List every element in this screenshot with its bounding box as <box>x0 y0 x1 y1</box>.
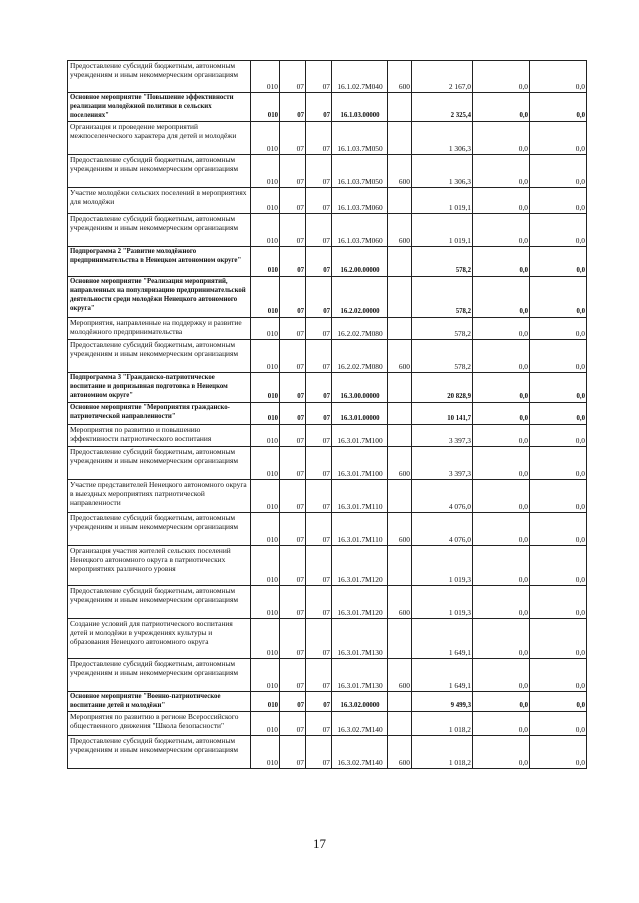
cell-grbs: 010 <box>251 61 280 93</box>
cell-pr: 07 <box>306 122 332 155</box>
cell-s3: 0,0 <box>530 214 587 247</box>
table-row <box>68 447 587 480</box>
table-row <box>68 318 587 340</box>
cell-rz: 07 <box>280 155 306 188</box>
cell-name: Предоставление субсидий бюджетным, автономным учреждениям и иным некоммерческим организациям <box>68 659 251 692</box>
cell-name: Организация и проведение мероприятий межпоселенческого характера для детей и молодёжи <box>68 122 251 155</box>
cell-vr <box>388 425 412 447</box>
cell-name: Участие представителей Ненецкого автономного округа в выездных мероприятиях патриотической направленности <box>68 480 251 513</box>
page-number: 17 <box>313 836 326 851</box>
table-row <box>68 586 587 619</box>
cell-pr: 07 <box>306 373 332 403</box>
cell-s3: 0,0 <box>530 736 587 769</box>
cell-s3: 0,0 <box>530 659 587 692</box>
table-row <box>68 214 587 247</box>
cell-s1: 1 018,2 <box>412 712 473 736</box>
cell-grbs: 010 <box>251 736 280 769</box>
cell-vr <box>388 318 412 340</box>
cell-s2: 0,0 <box>473 692 530 712</box>
cell-s2: 0,0 <box>473 403 530 425</box>
cell-s1: 578,2 <box>412 277 473 318</box>
cell-pr: 07 <box>306 586 332 619</box>
cell-name: Участие молодёжи сельских поселений в мероприятиях для молодёжи <box>68 188 251 214</box>
table-row <box>68 340 587 373</box>
cell-rz: 07 <box>280 712 306 736</box>
cell-vr: 600 <box>388 513 412 546</box>
cell-vr: 600 <box>388 61 412 93</box>
table-row <box>68 480 587 513</box>
cell-name: Предоставление субсидий бюджетным, автономным учреждениям и иным некоммерческим организациям <box>68 513 251 546</box>
cell-name: Предоставление субсидий бюджетным, автономным учреждениям и иным некоммерческим организациям <box>68 155 251 188</box>
cell-s3: 0,0 <box>530 318 587 340</box>
cell-s3: 0,0 <box>530 619 587 659</box>
cell-grbs: 010 <box>251 155 280 188</box>
table-row <box>68 692 587 712</box>
cell-vr <box>388 712 412 736</box>
cell-s3: 0,0 <box>530 277 587 318</box>
cell-name: Подпрограмма 2 "Развитие молодёжного предпринимательства в Ненецком автономном округе" <box>68 247 251 277</box>
cell-s1: 1 649,1 <box>412 619 473 659</box>
cell-pr: 07 <box>306 513 332 546</box>
cell-name: Подпрограмма 3 "Гражданско-патриотическое воспитание и допризывная подготовка в Ненецком автономном округе" <box>68 373 251 403</box>
cell-csr: 16.3.01.7М100 <box>332 425 388 447</box>
cell-csr: 16.3.01.7М120 <box>332 546 388 586</box>
table-row <box>68 277 587 318</box>
cell-name: Предоставление субсидий бюджетным, автономным учреждениям и иным некоммерческим организациям <box>68 447 251 480</box>
cell-csr: 16.1.03.7М050 <box>332 122 388 155</box>
cell-s2: 0,0 <box>473 188 530 214</box>
cell-grbs: 010 <box>251 586 280 619</box>
cell-csr: 16.3.00.00000 <box>332 373 388 403</box>
cell-s2: 0,0 <box>473 480 530 513</box>
cell-name: Мероприятия по развитию в регионе Всероссийского общественного движения "Школа безопасности" <box>68 712 251 736</box>
cell-name: Мероприятия, направленные на поддержку и развитие молодёжного предпринимательства <box>68 318 251 340</box>
cell-s3: 0,0 <box>530 712 587 736</box>
budget-table <box>67 60 587 769</box>
cell-rz: 07 <box>280 61 306 93</box>
cell-s3: 0,0 <box>530 480 587 513</box>
cell-vr <box>388 93 412 122</box>
cell-rz: 07 <box>280 736 306 769</box>
cell-csr: 16.3.01.7М120 <box>332 586 388 619</box>
cell-s1: 10 141,7 <box>412 403 473 425</box>
table-row <box>68 373 587 403</box>
cell-pr: 07 <box>306 480 332 513</box>
cell-vr <box>388 619 412 659</box>
cell-grbs: 010 <box>251 546 280 586</box>
cell-grbs: 010 <box>251 188 280 214</box>
cell-pr: 07 <box>306 619 332 659</box>
cell-grbs: 010 <box>251 659 280 692</box>
cell-csr: 16.3.01.7М130 <box>332 619 388 659</box>
cell-rz: 07 <box>280 373 306 403</box>
cell-s3: 0,0 <box>530 188 587 214</box>
cell-grbs: 010 <box>251 214 280 247</box>
cell-grbs: 010 <box>251 712 280 736</box>
cell-s1: 1 649,1 <box>412 659 473 692</box>
cell-grbs: 010 <box>251 340 280 373</box>
cell-pr: 07 <box>306 447 332 480</box>
cell-s2: 0,0 <box>473 586 530 619</box>
cell-csr: 16.1.02.7М040 <box>332 61 388 93</box>
cell-rz: 07 <box>280 403 306 425</box>
cell-s2: 0,0 <box>473 447 530 480</box>
cell-name: Основное мероприятие "Повышение эффективности реализации молодёжной политики в сельских поселениях" <box>68 93 251 122</box>
cell-vr <box>388 480 412 513</box>
cell-pr: 07 <box>306 692 332 712</box>
cell-vr: 600 <box>388 736 412 769</box>
cell-s1: 2 167,0 <box>412 61 473 93</box>
cell-csr: 16.1.03.7М060 <box>332 214 388 247</box>
table-row <box>68 93 587 122</box>
cell-pr: 07 <box>306 403 332 425</box>
table-row <box>68 425 587 447</box>
cell-vr <box>388 122 412 155</box>
cell-rz: 07 <box>280 318 306 340</box>
cell-s1: 1 019,1 <box>412 188 473 214</box>
cell-pr: 07 <box>306 546 332 586</box>
cell-s2: 0,0 <box>473 277 530 318</box>
cell-grbs: 010 <box>251 692 280 712</box>
cell-pr: 07 <box>306 277 332 318</box>
cell-pr: 07 <box>306 425 332 447</box>
cell-rz: 07 <box>280 122 306 155</box>
cell-grbs: 010 <box>251 403 280 425</box>
cell-pr: 07 <box>306 188 332 214</box>
cell-s2: 0,0 <box>473 247 530 277</box>
cell-rz: 07 <box>280 340 306 373</box>
cell-s1: 4 076,0 <box>412 513 473 546</box>
cell-s1: 1 018,2 <box>412 736 473 769</box>
cell-name: Создание условий для патриотического воспитания детей и молодёжи в учреждениях культуры и образования Ненецкого автономного округа <box>68 619 251 659</box>
cell-rz: 07 <box>280 659 306 692</box>
cell-rz: 07 <box>280 188 306 214</box>
cell-csr: 16.3.02.7М140 <box>332 736 388 769</box>
table-row <box>68 659 587 692</box>
cell-name: Предоставление субсидий бюджетным, автономным учреждениям и иным некоммерческим организациям <box>68 736 251 769</box>
cell-s1: 4 076,0 <box>412 480 473 513</box>
cell-s3: 0,0 <box>530 122 587 155</box>
cell-pr: 07 <box>306 736 332 769</box>
table-row <box>68 247 587 277</box>
cell-csr: 16.2.02.00000 <box>332 277 388 318</box>
cell-grbs: 010 <box>251 93 280 122</box>
cell-s2: 0,0 <box>473 214 530 247</box>
cell-s2: 0,0 <box>473 61 530 93</box>
cell-s2: 0,0 <box>473 659 530 692</box>
cell-csr: 16.1.03.00000 <box>332 93 388 122</box>
cell-csr: 16.1.03.7М060 <box>332 188 388 214</box>
cell-name: Мероприятия по развитию и повышению эффективности патриотического воспитания <box>68 425 251 447</box>
cell-csr: 16.2.00.00000 <box>332 247 388 277</box>
cell-csr: 16.1.03.7М050 <box>332 155 388 188</box>
cell-s1: 1 019,1 <box>412 214 473 247</box>
cell-vr: 600 <box>388 214 412 247</box>
cell-csr: 16.3.02.7М140 <box>332 712 388 736</box>
cell-name: Организация участия жителей сельских поселений Ненецкого автономного округа в патриотических мероприятиях различного уровня <box>68 546 251 586</box>
cell-rz: 07 <box>280 692 306 712</box>
cell-vr <box>388 247 412 277</box>
table-row <box>68 619 587 659</box>
table-row <box>68 188 587 214</box>
cell-s2: 0,0 <box>473 373 530 403</box>
cell-pr: 07 <box>306 93 332 122</box>
cell-vr <box>388 692 412 712</box>
cell-vr <box>388 546 412 586</box>
cell-s3: 0,0 <box>530 373 587 403</box>
cell-pr: 07 <box>306 155 332 188</box>
cell-rz: 07 <box>280 447 306 480</box>
cell-s1: 1 019,3 <box>412 586 473 619</box>
cell-rz: 07 <box>280 619 306 659</box>
cell-pr: 07 <box>306 61 332 93</box>
cell-rz: 07 <box>280 214 306 247</box>
cell-s2: 0,0 <box>473 318 530 340</box>
cell-s3: 0,0 <box>530 692 587 712</box>
cell-s3: 0,0 <box>530 340 587 373</box>
cell-grbs: 010 <box>251 447 280 480</box>
cell-vr: 600 <box>388 447 412 480</box>
cell-s1: 578,2 <box>412 318 473 340</box>
cell-vr: 600 <box>388 586 412 619</box>
cell-csr: 16.3.01.7М100 <box>332 447 388 480</box>
cell-grbs: 010 <box>251 373 280 403</box>
cell-s3: 0,0 <box>530 447 587 480</box>
cell-csr: 16.3.01.7М130 <box>332 659 388 692</box>
cell-rz: 07 <box>280 425 306 447</box>
cell-s3: 0,0 <box>530 513 587 546</box>
cell-name: Предоставление субсидий бюджетным, автономным учреждениям и иным некоммерческим организациям <box>68 61 251 93</box>
cell-rz: 07 <box>280 546 306 586</box>
cell-csr: 16.2.02.7М080 <box>332 318 388 340</box>
cell-csr: 16.3.01.00000 <box>332 403 388 425</box>
cell-grbs: 010 <box>251 619 280 659</box>
cell-vr <box>388 188 412 214</box>
cell-rz: 07 <box>280 513 306 546</box>
cell-rz: 07 <box>280 277 306 318</box>
cell-vr <box>388 277 412 318</box>
cell-s1: 3 397,3 <box>412 425 473 447</box>
cell-pr: 07 <box>306 318 332 340</box>
cell-pr: 07 <box>306 214 332 247</box>
cell-vr: 600 <box>388 340 412 373</box>
table-row <box>68 61 587 93</box>
cell-s1: 2 325,4 <box>412 93 473 122</box>
cell-s2: 0,0 <box>473 93 530 122</box>
cell-rz: 07 <box>280 93 306 122</box>
cell-s3: 0,0 <box>530 155 587 188</box>
cell-grbs: 010 <box>251 277 280 318</box>
cell-csr: 16.3.01.7М110 <box>332 513 388 546</box>
cell-s1: 578,2 <box>412 340 473 373</box>
cell-pr: 07 <box>306 659 332 692</box>
cell-s2: 0,0 <box>473 546 530 586</box>
cell-csr: 16.2.02.7М080 <box>332 340 388 373</box>
cell-s2: 0,0 <box>473 155 530 188</box>
cell-s2: 0,0 <box>473 736 530 769</box>
cell-s2: 0,0 <box>473 425 530 447</box>
cell-s3: 0,0 <box>530 61 587 93</box>
cell-rz: 07 <box>280 247 306 277</box>
cell-s3: 0,0 <box>530 586 587 619</box>
cell-rz: 07 <box>280 586 306 619</box>
cell-csr: 16.3.02.00000 <box>332 692 388 712</box>
table-row <box>68 403 587 425</box>
table-row <box>68 712 587 736</box>
cell-s2: 0,0 <box>473 340 530 373</box>
cell-vr <box>388 373 412 403</box>
cell-s1: 3 397,3 <box>412 447 473 480</box>
cell-s2: 0,0 <box>473 619 530 659</box>
cell-grbs: 010 <box>251 122 280 155</box>
cell-s1: 1 306,3 <box>412 155 473 188</box>
table-row <box>68 513 587 546</box>
cell-s1: 578,2 <box>412 247 473 277</box>
cell-grbs: 010 <box>251 318 280 340</box>
cell-grbs: 010 <box>251 513 280 546</box>
cell-s2: 0,0 <box>473 513 530 546</box>
cell-csr: 16.3.01.7М110 <box>332 480 388 513</box>
cell-name: Предоставление субсидий бюджетным, автономным учреждениям и иным некоммерческим организациям <box>68 586 251 619</box>
cell-vr: 600 <box>388 155 412 188</box>
cell-s1: 1 306,3 <box>412 122 473 155</box>
table-row <box>68 155 587 188</box>
table-row <box>68 122 587 155</box>
cell-pr: 07 <box>306 247 332 277</box>
cell-rz: 07 <box>280 480 306 513</box>
cell-vr <box>388 403 412 425</box>
cell-s1: 1 019,3 <box>412 546 473 586</box>
cell-s3: 0,0 <box>530 546 587 586</box>
cell-s3: 0,0 <box>530 247 587 277</box>
cell-grbs: 010 <box>251 480 280 513</box>
cell-name: Предоставление субсидий бюджетным, автономным учреждениям и иным некоммерческим организациям <box>68 340 251 373</box>
cell-grbs: 010 <box>251 425 280 447</box>
cell-name: Предоставление субсидий бюджетным, автономным учреждениям и иным некоммерческим организациям <box>68 214 251 247</box>
cell-s1: 9 499,3 <box>412 692 473 712</box>
cell-s3: 0,0 <box>530 403 587 425</box>
cell-s3: 0,0 <box>530 425 587 447</box>
cell-name: Основное мероприятие "Военно-патриотическое воспитание детей и молодёжи" <box>68 692 251 712</box>
cell-s2: 0,0 <box>473 712 530 736</box>
cell-s2: 0,0 <box>473 122 530 155</box>
cell-grbs: 010 <box>251 247 280 277</box>
cell-vr: 600 <box>388 659 412 692</box>
cell-s3: 0,0 <box>530 93 587 122</box>
cell-name: Основное мероприятие "Реализация мероприятий, направленных на популяризацию предпринимательской деятельности среди молодёжи Ненецкого автономного округа" <box>68 277 251 318</box>
table-row <box>68 546 587 586</box>
cell-name: Основное мероприятие "Мероприятия гражданско-патриотической направленности" <box>68 403 251 425</box>
table-row <box>68 736 587 769</box>
cell-s1: 20 828,9 <box>412 373 473 403</box>
cell-pr: 07 <box>306 340 332 373</box>
cell-pr: 07 <box>306 712 332 736</box>
